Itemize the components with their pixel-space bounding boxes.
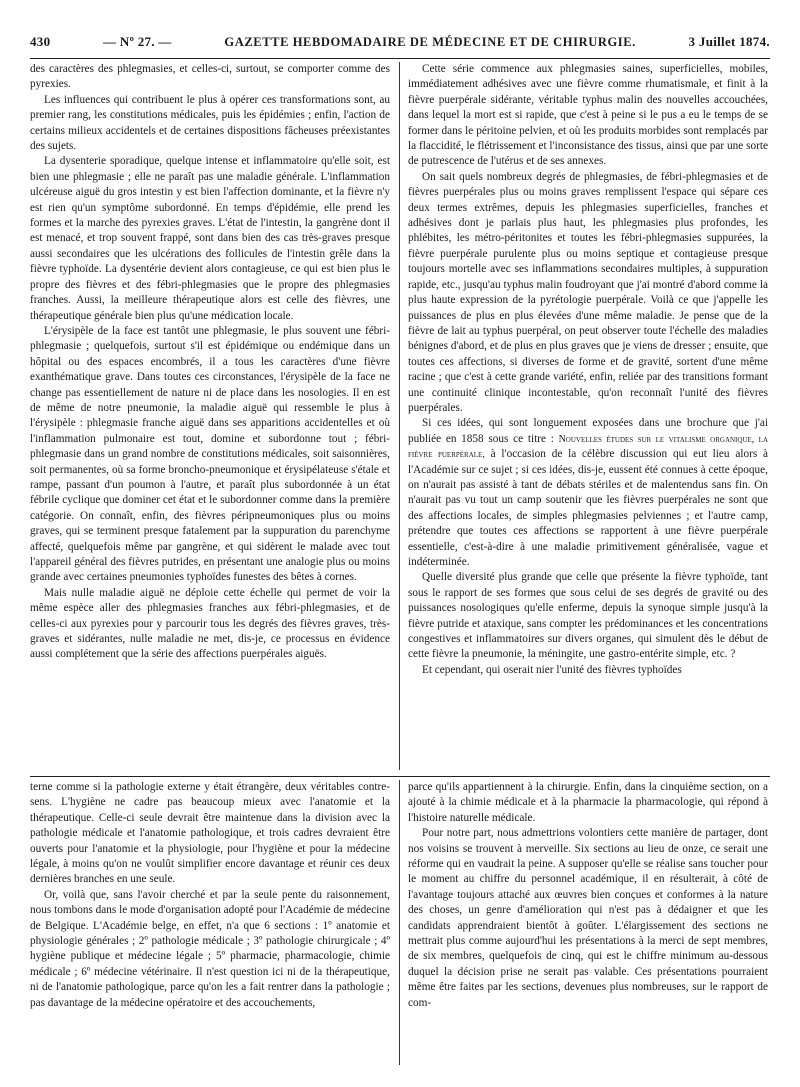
- column-divider: [399, 62, 400, 770]
- paragraph: La dysenterie sporadique, quelque intense et inflammatoire qu'elle soit, est bien une phlegmasie ; elle ne paraît pas une maladie générale. L'inflammation ulcéreuse aiguë du gros intestin y est bien l'affection dominante, et la fièvre n'y est rien qu'un symptôme subordonné. En temps d'épidémie, elle prend les formes et la marche des pyrexies graves. L'état de l'intestin, la gangrène dont il est menacé, et trop souvent frappé, sont dans bien des cas très-graves presque aussi secondaires que les ulcérations des follicules de l'intestin grêle dans la fièvre typhoïde. La dysentérie devient alors contagieuse, ce qui est bien plus le propre des fièvres et des fébri-phlegmasies que le propre des phlegmasies franches. Aussi, la meilleure thérapeutique alors est celle des fièvres, une thérapeutique générale bien plus qu'une médication locale.: [30, 155, 390, 322]
- paragraph: Or, voilà que, sans l'avoir cherché et par la seule pente du raisonnement, nous tombons dans le mode d'organisation adopté pour l'Académie de médecine de Belgique. L'Académie belge, en effet, n'a que 6 sections : 1º anatomie et physiologie générales ; 2º pathologie médicale ; 3º pathologie chirurgicale ; 4º hygiène publique et médecine légale ; 5º pharmacie, pharmacologie, chimie médicale ; 6º médecine vétérinaire. Il n'est question ici ni de la thérapeutique, ni de l'anatomie pathologique, parce qu'on les a fait rentrer dans la pathologie ; pas davantage de la médecine opératoire et des accouchements,: [30, 888, 390, 1009]
- brochure-title: Nouvelles études sur le vitalisme organique, la fièvre puerpérale,: [408, 433, 768, 461]
- section-rule: [30, 776, 770, 777]
- upper-right-column: [408, 62, 768, 770]
- paragraph-text: Si ces idées, qui sont longuement exposées dans une brochure que j'ai publiée en 1858 sous ce titre :: [408, 417, 768, 445]
- paragraph: des caractères des phlegmasies, et celles-ci, surtout, se comporter comme des pyrexies.: [30, 63, 390, 91]
- paragraph: terne comme si la pathologie externe y était étrangère, deux véritables contre-sens. L'hygiène ne cadre pas beaucoup mieux avec l'anatomie et la thérapeutique. Celle-ci seule devrait être maintenue dans la division avec la pathologie médicale et l'anatomie pathologique, et trois cadres devraient être ouverts pour l'anatomie et la physiologie, pour l'hygiène et pour la médecine légale, à moins qu'on ne voulût simplifier encore davantage et réunir ces deux dernières branches en une seule.: [30, 781, 390, 886]
- issue-number: — Nº 27. —: [103, 34, 172, 49]
- header-rule: [30, 58, 770, 59]
- paragraph-text: à l'occasion de la célèbre discussion qui eut lieu alors à l'Académie sur ce sujet ; si ces idées, dis-je, eussent été connues à cette époque, on n'aurait pas assisté à tant de débats stériles et de malentendus sans fin. On n'aurait pas vu tout un camp soutenir que les fièvres puerpérales ne sont que des affections locales, de simples phlegmasies pelviennes ; et l'autre camp, prétendre que toutes ces affections se rapportent à une fièvre puerpérale essentielle, c'est-à-dire à une maladie primitivement généralisée, vague et indéterminée.: [408, 448, 768, 568]
- paragraph: On sait quels nombreux degrés de phlegmasies, de fébri-phlegmasies et de fièvres puerpérales plus ou moins graves remplissent l'espace qui sépare ces deux termes extrêmes, depuis les phlegmasies superficielles, franches et adhésives dont je parlais plus haut, les phlegmasies plus profondes, les phlébites, les métro-péritonites et toutes les fébri-phlegmasies suppurées, la fièvre puerpérale purulente plus ou moins septique et contagieuse presque toujours mortelle avec ses inflammations secondaires multiples, à suppuration rapide, etc., jusqu'au typhus malin foudroyant que j'ai montré d'abord comme la plus haute expression de la pyrétologie puerpérale. Voilà ce que j'appelle les puissances de plus en plus élevées d'une même maladie. Je pense que de la fièvre de lait au typhus puerpéral, on peut observer toute l'échelle des maladies bénignes d'abord, et de plus en plus graves que je viens de dresser ; ensuite, que toutes ces affections, si diverses de forme et de gravité, sortent d'une même racine ; que c'est à cette grande variété, enfin, reliée par des transitions formant une continuité clinique incontestable, qu'on reconnaît l'unité des fièvres puerpérales.: [408, 170, 768, 414]
- paragraph: Quelle diversité plus grande que celle que présente la fièvre typhoïde, tant sous le rapport de ses formes que sous celui de ses degrés de gravité ou des puissances nosologiques qu'elle enferme, depuis la synoque simple jusqu'à la fièvre putride et ataxique, sans compter les prédominances et les concentrations congestives et inflammatoires sur divers organes, qui simulent dès le début de cette fièvre la pneumonie, la méningite, une gastro-entérite simple, etc. ?: [408, 571, 768, 661]
- lower-left-column: [30, 780, 390, 1065]
- paragraph: Cette série commence aux phlegmasies saines, superficielles, mobiles, immédiatement adhésives avec une fièvre comme rhumatismale, et finit à la fièvre puerpérale sidérante, véritable typhus malin des nouvelles accouchées, dans lequel la mort est si rapide, que c'est à peine si le pus a eu le temps de se former dans le péritoine pelvien, et où les produits morbides sont remplacés par la flaccidité, le flétrissement et l'inconsistance des tissus, ainsi que par une sorte de putrescence de l'utérus et de ses annexes.: [408, 63, 768, 168]
- paragraph: Pour notre part, nous admettrions volontiers cette manière de partager, dont nos voisins se trouvent à merveille. Six sections au lieu de onze, ce serait une réforme qui en vaudrait la peine. A supposer qu'elle se réalise sans toucher pour le moment au chiffre du personnel académique, il en résulterait, à côté de l'avantage toujours attaché aux œuvres bien conçues et conformes à la nature des choses, un genre d'amélioration qui n'est pas à dédaigner et que les candidats apprendraient bientôt à goûter. L'élargissement des sections ne mettrait plus comme aujourd'hui les présentations à la merci de sept membres, de six membres, quelquefois de cinq, qui est le chiffre minimum au-dessous duquel la décision prise ne serait pas valable. Ces présentations pourraient même être faites par les sections, devenues plus nombreuses, sur le rapport de com-: [408, 827, 768, 1009]
- upper-left-column: [30, 62, 390, 770]
- running-header: [30, 30, 770, 54]
- issue-date: 3 Juillet 1874.: [688, 34, 770, 49]
- lower-right-column: [408, 780, 768, 1065]
- column-divider: [399, 780, 400, 1065]
- paragraph: L'érysipèle de la face est tantôt une phlegmasie, le plus souvent une fébri-phlegmasie ; quelquefois, surtout s'il est épidémique ou endémique dans un hôpital ou des espaces encombrés, il a tous les caractères d'une fièvre exanthématique grave. Dans toutes ces circonstances, l'érysipèle de la face ne change pas essentiellement de nature ni de place dans les nosologies. Il en est de même de notre pneumonie, la maladie aiguë qui ressemble le plus à l'érysipèle : phlegmasie franche aiguë dans ses apparitions accidentelles et où l'inflammation pulmonaire est tout, domine et subordonne tout ; fébri-phlegmasie dans un grand nombre de constitutions médicales, soit saisonnières, soit permanentes, où sa forme broncho-pneumonique et érysipélateuse s'étale et rampe, passant d'un poumon à l'autre, et paraît plus subordonnée à un état fébrile cyclique que dominer cet état et le subordonner comme dans la première catégorie. On connaît, enfin, des fièvres péripneumoniques plus ou moins graves, qui se terminent presque fatalement par la suppuration du parenchyme affecté, quelquefois même par gangrène, et qui sidèrent le malade avec tout l'appareil général des fièvres putrides, en présentant une analogie plus ou moins grande avec certaines pneumonies typhoïdes funestes des bêtes à cornes.: [30, 324, 390, 584]
- paragraph: Les influences qui contribuent le plus à opérer ces transformations sont, au premier rang, les constitutions médicales, puis les épidémies ; enfin, l'action de certains milieux accidentels et de certaines dispositions fâcheuses préexistantes des sujets.: [30, 93, 390, 153]
- paragraph: [408, 416, 768, 570]
- page-number: 430: [30, 34, 51, 49]
- journal-title: GAZETTE HEBDOMADAIRE DE MÉDECINE ET DE CHIRURGIE.: [224, 34, 636, 49]
- paragraph: Et cependant, qui oserait nier l'unité des fièvres typhoïdes: [422, 663, 682, 676]
- paragraph: parce qu'ils appartiennent à la chirurgie. Enfin, dans la cinquième section, on a ajouté à la chimie médicale et à la pharmacie la pharmacologie, qui répond à l'histoire naturelle médicale.: [408, 781, 768, 824]
- paragraph: Mais nulle maladie aiguë ne déploie cette échelle qui permet de voir la même espèce aller des phlegmasies franches aux fébri-phlegmasies, et de celles-ci aux pyrexies pour y parcourir tous les degrés des fièvres graves, très-graves et sidérantes, nulle maladie ne met, dis-je, ce processus en évidence aussi complétement que la série des affections puerpérales aiguës.: [30, 586, 390, 661]
